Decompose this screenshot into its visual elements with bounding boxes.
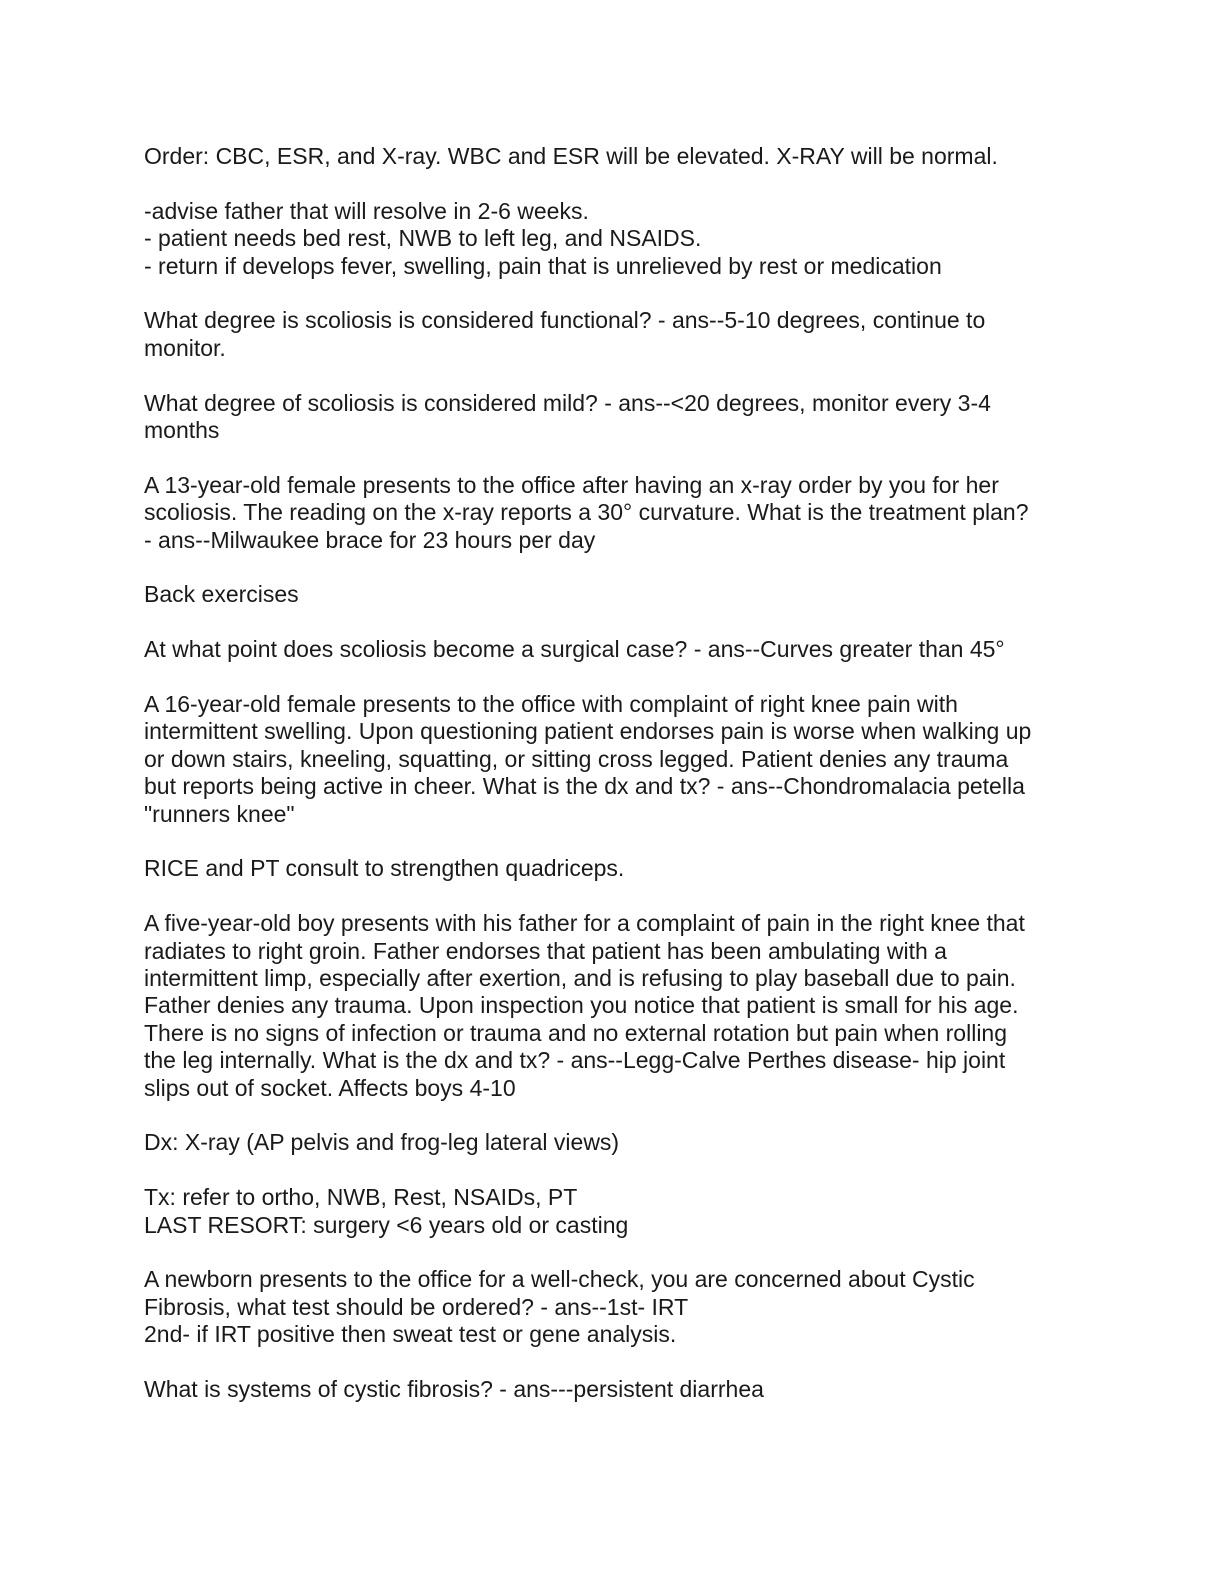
text-line: What degree is scoliosis is considered functional? - ans--5-10 degrees, continue to <box>144 307 986 334</box>
text-line: A 13-year-old female presents to the office after having an x-ray order by you for her <box>144 471 999 498</box>
text-line: -advise father that will resolve in 2-6 weeks. <box>144 197 589 224</box>
text-line: What degree of scoliosis is considered mild? - ans--<20 degrees, monitor every 3-4 <box>144 389 991 416</box>
text-line: months <box>144 417 220 444</box>
paragraph <box>144 691 1080 828</box>
text-line: There is no signs of infection or trauma and no external rotation but pain when rolling <box>144 1019 1008 1046</box>
paragraph <box>144 390 1080 445</box>
text-line: intermittent swelling. Upon questioning patient endorses pain is worse when walking up <box>144 718 1032 745</box>
text-line: intermittent limp, especially after exertion, and is refusing to play baseball due to pain. <box>144 965 1016 992</box>
text-line: A 16-year-old female presents to the office with complaint of right knee pain with <box>144 691 958 718</box>
paragraph <box>144 1376 1080 1403</box>
text-line: - ans--Milwaukee brace for 23 hours per day <box>144 526 596 553</box>
text-line: - patient needs bed rest, NWB to left leg, and NSAIDS. <box>144 225 702 252</box>
text-line: 2nd- if IRT positive then sweat test or gene analysis. <box>144 1321 677 1348</box>
paragraph <box>144 472 1080 554</box>
text-line: Dx: X-ray (AP pelvis and frog-leg lateral views) <box>144 1129 620 1156</box>
paragraph <box>144 307 1080 362</box>
paragraph <box>144 1129 1080 1156</box>
paragraph <box>144 581 1080 608</box>
text-line: LAST RESORT: surgery <6 years old or casting <box>144 1211 629 1238</box>
paragraph <box>144 636 1080 663</box>
paragraph <box>144 1184 1080 1239</box>
text-line: Back exercises <box>144 581 299 608</box>
text-line: the leg internally. What is the dx and tx? - ans--Legg-Calve Perthes disease- hip joint <box>144 1047 1006 1074</box>
text-line: Order: CBC, ESR, and X-ray. WBC and ESR will be elevated. X-RAY will be normal. <box>144 143 998 169</box>
text-line: radiates to right groin. Father endorses that patient has been ambulating with a <box>144 937 947 964</box>
text-line: monitor. <box>144 334 226 361</box>
text-line: scoliosis. The reading on the x-ray reports a 30° curvature. What is the treatment plan? <box>144 499 1029 526</box>
text-line: or down stairs, kneeling, squatting, or sitting cross legged. Patient denies any trauma <box>144 745 1009 772</box>
text-line: Father denies any trauma. Upon inspection you notice that patient is small for his age. <box>144 992 1019 1019</box>
paragraph <box>144 1266 1080 1348</box>
text-line: RICE and PT consult to strengthen quadriceps. <box>144 855 625 882</box>
text-line: At what point does scoliosis become a surgical case? - ans--Curves greater than 45° <box>144 636 1005 663</box>
text-line: - return if develops fever, swelling, pain that is unrelieved by rest or medication <box>144 252 942 279</box>
text-line: but reports being active in cheer. What is the dx and tx? - ans--Chondromalacia petella <box>144 773 1025 800</box>
paragraph <box>144 855 1080 882</box>
text-line: "runners knee" <box>144 800 295 827</box>
paragraph <box>144 910 1080 1102</box>
text-line: Tx: refer to ortho, NWB, Rest, NSAIDs, PT <box>144 1184 578 1211</box>
text-line: A newborn presents to the office for a well-check, you are concerned about Cystic <box>144 1266 975 1293</box>
paragraph <box>144 198 1080 280</box>
text-line: slips out of socket. Affects boys 4-10 <box>144 1074 516 1101</box>
text-line: What is systems of cystic fibrosis? - ans---persistent diarrhea <box>144 1376 764 1403</box>
text-line: A five-year-old boy presents with his father for a complaint of pain in the right knee that <box>144 910 1025 937</box>
paragraph <box>144 143 1080 170</box>
document-page <box>144 143 1080 1431</box>
text-line: Fibrosis, what test should be ordered? - ans--1st- IRT <box>144 1293 689 1320</box>
